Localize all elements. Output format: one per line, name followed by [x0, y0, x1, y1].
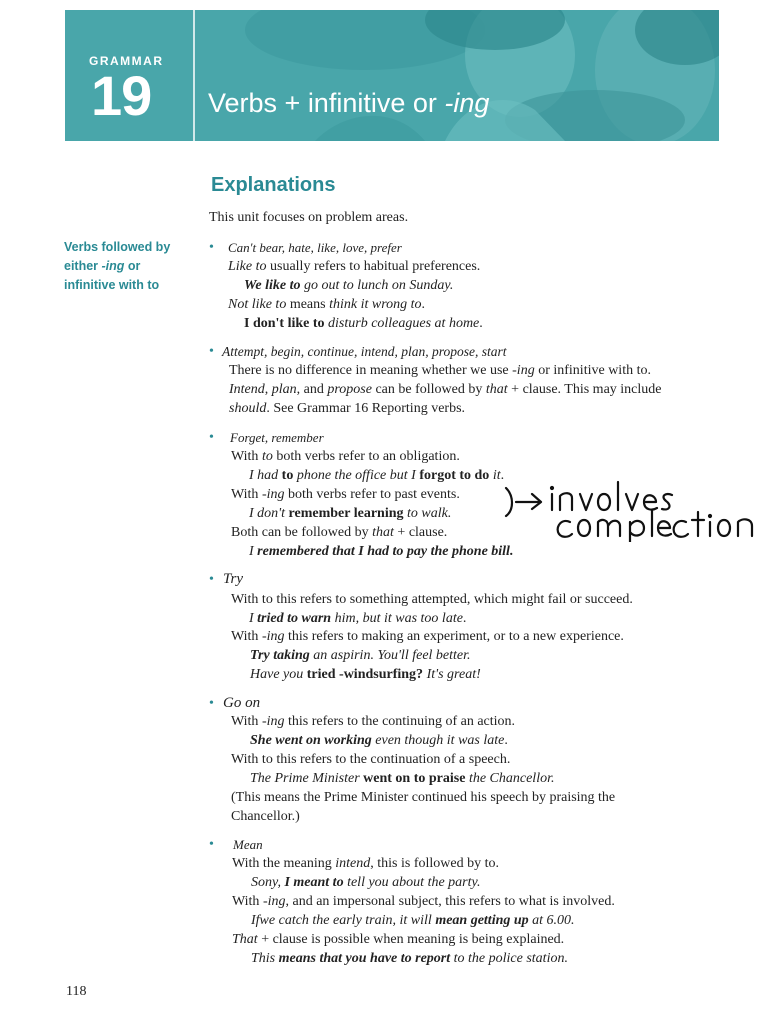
- example-line: Try taking an aspirin. You'll feel better.: [250, 648, 471, 663]
- text-line: Not like to means think it wrong to.: [228, 297, 426, 312]
- example-line: We like to go out to lunch on Sunday.: [244, 278, 454, 293]
- section-title: Explanations: [211, 174, 336, 196]
- example-line: I tried to warn him, but it was too late.: [249, 611, 467, 626]
- text-line: With -ing this refers to the continuing of an action.: [231, 714, 516, 729]
- sidebar-line-1: Verbs followed by: [64, 240, 171, 254]
- banner-photo: [65, 10, 719, 141]
- bullet-3: •: [209, 430, 214, 445]
- example-line: I don't remember learning to walk.: [249, 506, 452, 521]
- page-number: 118: [66, 984, 87, 999]
- bullet-1: •: [209, 240, 214, 255]
- section-heading-try: Try: [223, 571, 244, 587]
- text-line: There is no difference in meaning whether we use -ing or infinitive with to.: [229, 363, 651, 378]
- text-line: That + clause is possible when meaning is being explained.: [232, 932, 565, 947]
- banner-divider: [193, 10, 195, 141]
- text-line: With to both verbs refer to an obligation.: [231, 449, 460, 464]
- unit-banner: [65, 10, 719, 141]
- text-line: With to this refers to the continuation of a speech.: [231, 752, 511, 767]
- text-line: (This means the Prime Minister continued his speech by praising the: [231, 790, 616, 805]
- example-line: Sony, I meant to tell you about the party.: [251, 875, 481, 890]
- text-line: With the meaning intend, this is followed by to.: [232, 856, 499, 871]
- example-line: Have you tried -windsurfing? It's great!: [250, 667, 481, 682]
- unit-title-italic: -ing: [444, 88, 490, 118]
- text-line: Chancellor.): [231, 809, 300, 824]
- grammar-label: GRAMMAR: [89, 54, 164, 68]
- example-line: I remembered that I had to pay the phone bill.: [249, 544, 514, 559]
- text-line: Intend, plan, and propose can be followed by that + clause. This may include: [229, 382, 662, 397]
- bullet-2: •: [209, 344, 214, 359]
- sidebar-line-3: infinitive with to: [64, 278, 160, 292]
- section-heading-go-on: Go on: [223, 695, 261, 711]
- example-line: The Prime Minister went on to praise the Chancellor.: [250, 771, 555, 786]
- unit-title: [208, 88, 489, 119]
- section-heading-forget: Forget, remember: [230, 430, 324, 445]
- section-heading-attempt: Attempt, begin, continue, intend, plan, propose, start: [222, 344, 507, 359]
- text-line: With -ing both verbs refer to past events.: [231, 487, 460, 502]
- sidebar-heading: [64, 238, 194, 295]
- bullet-6: •: [209, 837, 214, 852]
- example-line: She went on working even though it was late.: [250, 733, 508, 748]
- bullet-5: •: [209, 696, 214, 711]
- text-line: With -ing, and an impersonal subject, this refers to what is involved.: [232, 894, 615, 909]
- section-heading-mean: Mean: [233, 837, 263, 852]
- example-line: This means that you have to report to the police station.: [251, 951, 568, 966]
- unit-number: 19: [91, 64, 152, 127]
- section-heading-like: Can't bear, hate, like, love, prefer: [228, 240, 402, 255]
- text-line: Like to usually refers to habitual preferences.: [228, 259, 481, 274]
- example-line: I had to phone the office but I forgot to do it.: [249, 468, 505, 483]
- text-line: With to this refers to something attempted, which might fail or succeed.: [231, 592, 633, 607]
- unit-title-plain: Verbs + infinitive or: [208, 88, 445, 118]
- sidebar-line-2: either -ing or: [64, 259, 141, 273]
- bullet-4: •: [209, 572, 214, 587]
- example-line: Ifwe catch the early train, it will mean getting up at 6.00.: [251, 913, 575, 928]
- example-line: I don't like to disturb colleagues at home.: [244, 316, 483, 331]
- handwritten-annotation: [500, 480, 760, 542]
- text-line: With -ing this refers to making an experiment, or to a new experience.: [231, 629, 624, 644]
- text-line: Both can be followed by that + clause.: [231, 525, 448, 540]
- intro-text: This unit focuses on problem areas.: [209, 210, 409, 225]
- text-line: should. See Grammar 16 Reporting verbs.: [229, 401, 466, 416]
